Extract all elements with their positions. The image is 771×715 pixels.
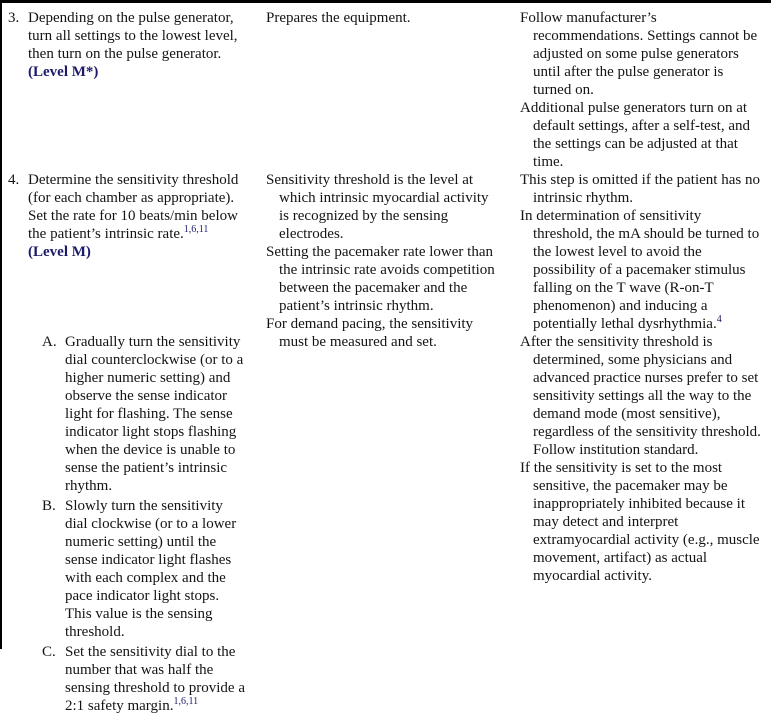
substep-b-text-content: Slowly turn the sensitivity dial clockwise (or to a lower numeric setting) until the sense indicator light flashes with each complex and the pace indicator light stops. This value is the sensing threshold. bbox=[65, 498, 237, 640]
step-3-text: Depending on the pulse generator, turn all settings to the lowest level, then turn on the pulse generator. bbox=[28, 10, 238, 62]
rationale-paragraph: Sensitivity threshold is the level at which intrinsic myocardial activity is recognized by the sensing electrodes. bbox=[266, 172, 489, 242]
page-left-border bbox=[0, 0, 2, 649]
step-4 bbox=[8, 171, 248, 261]
reference-superscript: 1,6,11 bbox=[173, 696, 199, 707]
substep-b-text bbox=[65, 497, 248, 641]
step-3 bbox=[8, 9, 248, 81]
step-3-number: 3. bbox=[8, 10, 20, 26]
rationale-paragraph: Setting the pacemaker rate lower than the intrinsic rate avoids competition between the pacemaker and the patient’s intrinsic rhythm. bbox=[266, 244, 495, 314]
consideration-paragraph: This step is omitted if the patient has no intrinsic rhythm. bbox=[520, 172, 760, 206]
substep-c bbox=[42, 643, 248, 715]
rationale-paragraph: Prepares the equipment. bbox=[266, 10, 411, 26]
step-3-cell bbox=[8, 9, 248, 171]
consideration-paragraph: Additional pulse generators turn on at default settings, after a self-test, and the settings can be adjusted at that time. bbox=[520, 100, 751, 170]
step-4-body bbox=[28, 171, 248, 261]
table-top-border bbox=[0, 0, 771, 3]
consideration-paragraph bbox=[520, 207, 764, 333]
consideration-paragraph: After the sensitivity threshold is determined, some physicians and advanced practice nurses prefer to set sensitivity settings all the way to the demand mode (most sensitive), regardless of the sensitivity threshold. Follow institution standard. bbox=[520, 334, 761, 458]
step-4-evidence-level: (Level M) bbox=[28, 244, 91, 260]
step-3-body bbox=[28, 9, 248, 81]
step-4-cell bbox=[8, 171, 248, 715]
substep-b-letter: B. bbox=[42, 498, 56, 514]
rationale-paragraph: For demand pacing, the sensitivity must be measured and set. bbox=[266, 316, 474, 350]
substep-a-text-content: Gradually turn the sensitivity dial counterclockwise (or to a higher numeric setting) and observe the sense indicator light for flashing. The sense indicator light stops flashing when the device is unable to sense the patient’s intrinsic rhythm. bbox=[65, 334, 244, 494]
rationale-3-cell bbox=[266, 9, 502, 171]
consideration-text: In determination of sensitivity threshold, the mA should be turned to the lowest level to avoid the possibility of a pacemaker stimulus falling on the T wave (R-on-T phenomenon) and inducing a potentially lethal dysrhythmia. bbox=[520, 208, 760, 332]
substep-a bbox=[42, 333, 248, 495]
procedure-table bbox=[8, 9, 765, 715]
substep-c-text-content: Set the sensitivity dial to the number that was half the sensing threshold to provide a 2:1 safety margin. bbox=[65, 644, 245, 714]
substep-c-text bbox=[65, 643, 248, 715]
considerations-3-cell bbox=[520, 9, 764, 171]
step-4-substeps bbox=[42, 333, 248, 715]
substep-c-letter: C. bbox=[42, 644, 56, 660]
reference-superscript: 1,6,11 bbox=[183, 224, 209, 235]
step-4-number: 4. bbox=[8, 172, 20, 188]
substep-a-text bbox=[65, 333, 248, 495]
considerations-4-cell bbox=[520, 171, 764, 715]
step-4-text: Determine the sensitivity threshold (for each chamber as appropriate). Set the rate for 10 beats/min below the patient’s intrinsic rate. bbox=[28, 172, 239, 242]
consideration-paragraph: If the sensitivity is set to the most sensitive, the pacemaker may be inappropriately inhibited because it may detect and interpret extramyocardial activity (e.g., muscle movement, artifact) as actual myocardial activity. bbox=[520, 460, 760, 584]
substep-a-letter: A. bbox=[42, 334, 57, 350]
reference-superscript: 4 bbox=[716, 314, 722, 325]
step-3-evidence-level: (Level M*) bbox=[28, 64, 99, 80]
consideration-paragraph: Follow manufacturer’s recommendations. Settings cannot be adjusted on some pulse generators until after the pulse generator is turned on. bbox=[520, 10, 758, 98]
substep-b bbox=[42, 497, 248, 641]
rationale-4-cell bbox=[266, 171, 502, 715]
